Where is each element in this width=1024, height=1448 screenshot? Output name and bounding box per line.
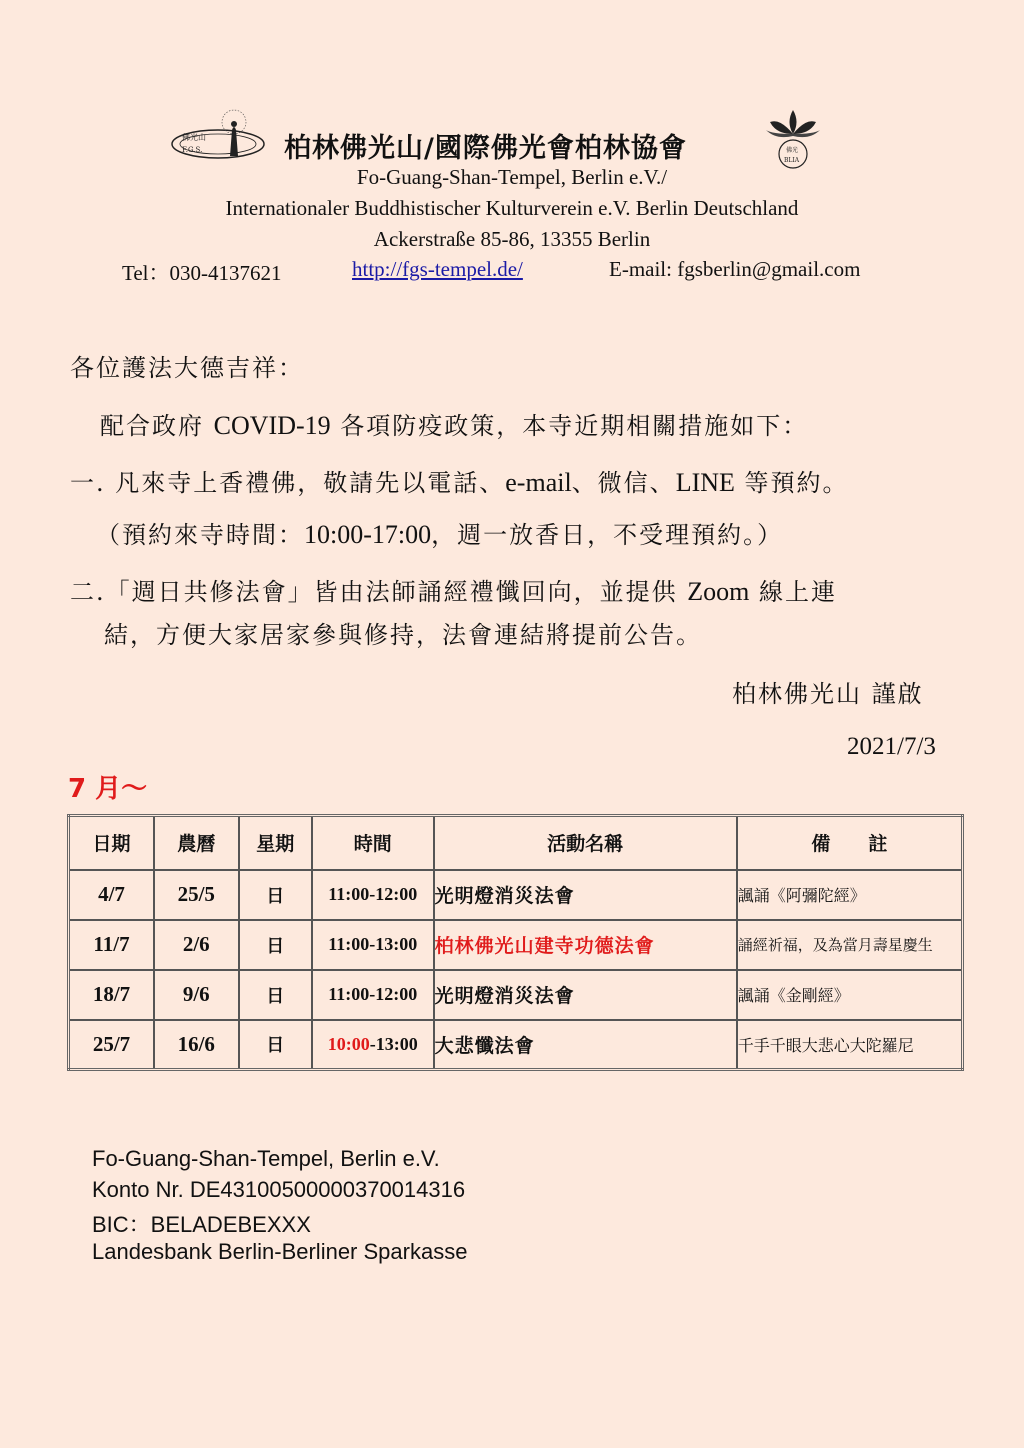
signature: 柏林佛光山 謹啟: [732, 680, 924, 708]
time-end: -13:00: [369, 934, 418, 954]
item-2-line-2: 結，方便大家居家參與修持，法會連結將提前公告。: [104, 621, 702, 649]
item-2-part-c: 線上連: [749, 578, 838, 606]
blia-logo-latin: BLIA: [784, 157, 800, 164]
row-lunar: 16/6: [154, 1020, 239, 1070]
item-1-part-a: 一. 凡來寺上香禮佛，敬請先以電話、: [70, 469, 506, 497]
organization-title: 柏林佛光山/國際佛光會柏林協會: [284, 133, 687, 164]
fgs-logo-cjk: 佛光山: [182, 133, 206, 142]
row-weekday: 日: [239, 1020, 312, 1070]
intro-post: 各項防疫政策，本寺近期相關措施如下：: [330, 412, 809, 440]
telephone: Tel：030-4137621: [122, 261, 282, 285]
header-time: 時間: [312, 816, 434, 870]
bank-name: Landesbank Berlin-Berliner Sparkasse: [92, 1239, 468, 1264]
contact-row: [0, 257, 1024, 285]
row-time: [312, 870, 434, 920]
row-note: 諷誦《金剛經》: [737, 970, 963, 1020]
row-date: 18/7: [69, 970, 155, 1020]
item-1-note-hours: 10:00-17:00: [304, 520, 432, 549]
header-date: 日期: [69, 816, 155, 870]
row-weekday: 日: [239, 970, 312, 1020]
row-date: 25/7: [69, 1020, 155, 1070]
item-1-note: [96, 515, 783, 550]
row-event: 柏林佛光山建寺功德法會: [434, 920, 737, 970]
fgs-logo-icon: [168, 100, 268, 168]
bank-account-number: Konto Nr. DE43100500000370014316: [92, 1177, 466, 1202]
time-end: -12:00: [369, 984, 418, 1004]
row-lunar: 9/6: [154, 970, 239, 1020]
email-address: E-mail: fgsberlin@gmail.com: [609, 257, 861, 281]
row-time: [312, 970, 434, 1020]
item-1: [70, 463, 849, 498]
header-lunar: 農曆: [154, 816, 239, 870]
time-end: -13:00: [369, 1033, 418, 1054]
website-link[interactable]: http://fgs-tempel.de/: [352, 257, 523, 281]
item-1-note-a: （預約來寺時間：: [96, 521, 304, 549]
time-start: 11:00: [328, 984, 370, 1004]
row-date: 4/7: [69, 870, 155, 920]
item-1-line: LINE: [675, 468, 735, 497]
row-weekday: 日: [239, 920, 312, 970]
item-1-email: e-mail: [505, 468, 572, 497]
item-2-zoom: Zoom: [687, 577, 750, 606]
row-lunar: 2/6: [154, 920, 239, 970]
row-event: 光明燈消災法會: [434, 970, 737, 1020]
table-row: [69, 1020, 963, 1070]
row-weekday: 日: [239, 870, 312, 920]
item-1-part-e: 等預約。: [734, 469, 849, 497]
time-start: 11:00: [328, 884, 370, 904]
table-header-row: [69, 816, 963, 870]
letter-date: 2021/7/3: [847, 733, 936, 760]
time-end: -12:00: [369, 884, 418, 904]
table-row: [69, 870, 963, 920]
row-time: [312, 920, 434, 970]
schedule-table: [67, 814, 964, 1071]
row-note: 千手千眼大悲心大陀羅尼: [737, 1020, 963, 1070]
blia-logo-cjk: 佛光: [786, 147, 799, 154]
bank-account-holder: Fo-Guang-Shan-Tempel, Berlin e.V.: [92, 1146, 440, 1171]
row-note: 誦經祈福，及為當月壽星慶生: [737, 920, 963, 970]
bank-bic: BIC：BELADEBEXXX: [92, 1212, 311, 1237]
header-event: 活動名稱: [434, 816, 737, 870]
letterhead: [0, 100, 1024, 170]
intro-paragraph: [100, 406, 808, 441]
item-2-part-a: 二.「週日共修法會」皆由法師誦經禮懺回向，並提供: [70, 578, 688, 606]
fgs-logo-latin: F.G.S.: [182, 146, 203, 154]
blia-lotus-logo-icon: [762, 104, 824, 170]
greeting: 各位護法大德吉祥：: [70, 354, 304, 382]
row-event: 光明燈消災法會: [434, 870, 737, 920]
header-weekday: 星期: [239, 816, 312, 870]
header-note: 備 註: [737, 816, 963, 870]
row-time: [312, 1020, 434, 1070]
item-2: [70, 572, 837, 607]
row-date: 11/7: [69, 920, 155, 970]
header-line-address: Ackerstraße 85-86, 13355 Berlin: [373, 227, 651, 251]
item-1-note-c: ，週一放香日，不受理預約。）: [431, 521, 784, 549]
table-row: [69, 970, 963, 1020]
row-event: 大悲懺法會: [434, 1020, 737, 1070]
header-line-name: Fo-Guang-Shan-Tempel, Berlin e.V./: [356, 165, 668, 189]
time-start: 10:00: [327, 1033, 370, 1054]
header-line-association: Internationaler Buddhistischer Kulturverein e.V. Berlin Deutschland: [225, 196, 799, 220]
table-row: [69, 920, 963, 970]
item-1-part-c: 、微信、: [571, 469, 676, 497]
row-note: 諷誦《阿彌陀經》: [737, 870, 963, 920]
row-lunar: 25/5: [154, 870, 239, 920]
intro-covid: COVID-19: [213, 411, 331, 440]
month-label: 7 月～: [68, 774, 148, 804]
time-start: 11:00: [328, 934, 370, 954]
intro-pre: 配合政府: [100, 412, 214, 440]
